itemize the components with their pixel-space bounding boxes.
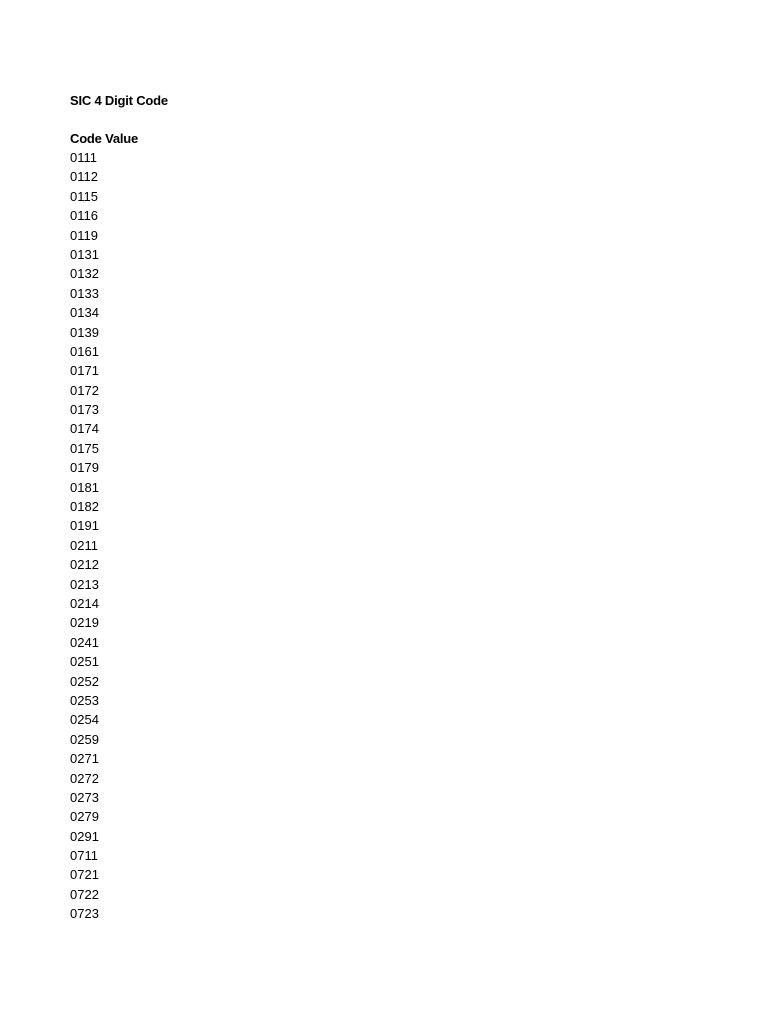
code-value-row: 0181 <box>70 479 99 495</box>
code-value-row: 0212 <box>70 557 99 573</box>
code-value-row: 0279 <box>70 809 99 825</box>
code-value-row: 0214 <box>70 595 99 611</box>
code-value-row: 0173 <box>70 402 99 418</box>
code-value-row: 0175 <box>70 440 99 456</box>
code-value-row: 0272 <box>70 770 99 786</box>
code-value-row: 0252 <box>70 673 99 689</box>
code-value-row: 0115 <box>70 188 98 204</box>
code-value-row: 0134 <box>70 305 99 321</box>
document-title: SIC 4 Digit Code <box>70 93 168 108</box>
code-value-row: 0213 <box>70 576 99 592</box>
code-value-row: 0191 <box>70 518 99 534</box>
code-value-row: 0174 <box>70 421 99 437</box>
code-value-row: 0172 <box>70 382 99 398</box>
code-value-row: 0259 <box>70 731 99 747</box>
code-value-row: 0711 <box>70 848 98 864</box>
code-value-row: 0251 <box>70 654 99 670</box>
code-value-row: 0131 <box>70 246 99 262</box>
code-list <box>70 150 99 926</box>
code-value-row: 0273 <box>70 789 99 805</box>
code-value-row: 0254 <box>70 712 99 728</box>
code-value-row: 0722 <box>70 886 99 902</box>
code-value-row: 0253 <box>70 692 99 708</box>
code-value-row: 0132 <box>70 266 99 282</box>
code-value-row: 0139 <box>70 324 99 340</box>
code-value-row: 0271 <box>70 751 99 767</box>
code-value-row: 0161 <box>70 343 99 359</box>
code-value-row: 0182 <box>70 499 99 515</box>
code-value-row: 0112 <box>70 169 98 185</box>
code-value-row: 0211 <box>70 537 98 553</box>
code-value-row: 0111 <box>70 150 97 165</box>
code-value-row: 0291 <box>70 828 99 844</box>
code-value-row: 0721 <box>70 867 99 883</box>
code-value-row: 0723 <box>70 906 99 922</box>
document-title-cell <box>70 92 168 110</box>
code-value-row: 0179 <box>70 460 99 476</box>
code-value-row: 0119 <box>70 227 98 243</box>
code-value-row: 0241 <box>70 634 99 650</box>
column-header-code-value: Code Value <box>70 131 139 146</box>
code-value-row: 0116 <box>70 208 98 224</box>
code-value-row: 0171 <box>70 363 99 379</box>
code-value-row: 0219 <box>70 615 99 631</box>
code-value-row: 0133 <box>70 285 99 301</box>
